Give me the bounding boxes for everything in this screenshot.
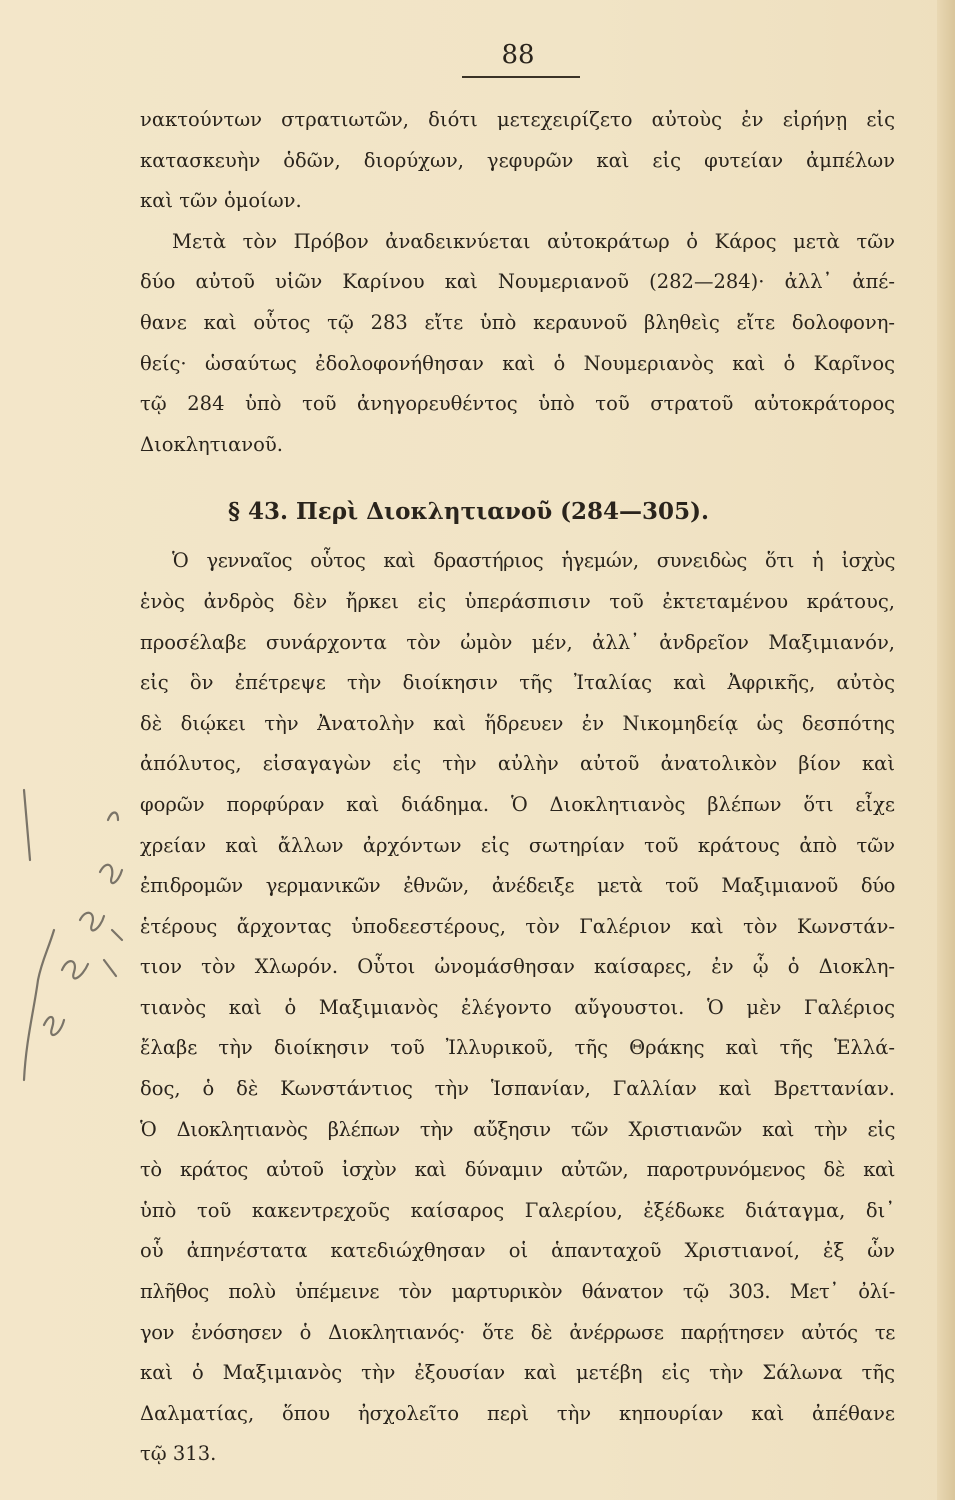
text-line: γον ἐνόσησεν ὁ Διοκλητιανός· ὅτε δὲ ἀνέρρωσε παρῄτησεν αὐτός τε [140, 1320, 895, 1344]
text-line: δύο αὐτοῦ υἱῶν Καρίνου καὶ Νουμεριανοῦ (282—284)· ἀλλ᾽ ἀπέ- [140, 270, 895, 294]
text-line: δὲ διῴκει τὴν Ἀνατολὴν καὶ ἥδρευεν ἐν Νικομηδείᾳ ὡς δεσπότης [140, 711, 895, 735]
text-line: χρείαν καὶ ἄλλων ἀρχόντων εἰς σωτηρίαν τοῦ κράτους ἀπὸ τῶν [140, 833, 895, 857]
text-line: θανε καὶ οὗτος τῷ 283 εἴτε ὑπὸ κεραυνοῦ βληθεὶς εἴτε δολοφονη- [140, 310, 895, 334]
text-line: ὑπὸ τοῦ κακεντρεχοῦς καίσαρος Γαλερίου, ἐξέδωκε διάταγμα, δι᾽ [140, 1198, 895, 1222]
text-line: δος, ὁ δὲ Κωνστάντιος τὴν Ἱσπανίαν, Γαλλίαν καὶ Βρεττανίαν. [140, 1077, 895, 1101]
text-line: ἑτέρους ἄρχοντας ὑποδεεστέρους, τὸν Γαλέριον καὶ τὸν Κωνστάν- [140, 914, 895, 938]
text-line: Διοκλητιανοῦ. [140, 432, 283, 456]
text-line: φορῶν πορφύραν καὶ διάδημα. Ὁ Διοκλητιανὸς βλέπων ὅτι εἶχε [140, 792, 895, 816]
text-line: τιον τὸν Χλωρόν. Οὗτοι ὠνομάσθησαν καίσαρες, ἐν ᾧ ὁ Διοκλη- [140, 955, 895, 979]
text-line: καὶ ὁ Μαξιμιανὸς τὴν ἐξουσίαν καὶ μετέβη εἰς τὴν Σάλωνα τῆς [140, 1361, 895, 1385]
text-line: ἑνὸς ἀνδρὸς δὲν ἤρκει εἰς ὑπεράσπισιν τοῦ ἐκτεταμένου κράτους, [140, 589, 895, 613]
text-line: τῷ 284 ὑπὸ τοῦ ἀνηγορευθέντος ὑπὸ τοῦ στρατοῦ αὐτοκράτορος [140, 392, 895, 416]
text-line: προσέλαβε συνάρχοντα τὸν ὠμὸν μέν, ἀλλ᾽ ἀνδρεῖον Μαξιμιανόν, [140, 630, 895, 654]
text-line: πλῆθος πολὺ ὑπέμεινε τὸν μαρτυρικὸν θάνατον τῷ 303. Μετ᾽ ὀλί- [140, 1280, 895, 1304]
text-line: Ὁ Διοκλητιανὸς βλέπων τὴν αὔξησιν τῶν Χριστιανῶν καὶ τὴν εἰς [140, 1117, 895, 1141]
text-line: τῷ 313. [140, 1442, 217, 1466]
text-line: Μετὰ τὸν Πρόβον ἀναδεικνύεται αὐτοκράτωρ ὁ Κάρος μετὰ τῶν [172, 229, 895, 253]
text-line: θείς· ὡσαύτως ἐδολοφονήθησαν καὶ ὁ Νουμεριανὸς καὶ ὁ Καρῖνος [140, 351, 895, 375]
text-line: τὸ κράτος αὐτοῦ ἰσχὺν καὶ δύναμιν αὐτῶν, παροτρυνόμενος δὲ καὶ [140, 1158, 895, 1182]
header-rule [462, 76, 580, 78]
pencil-annotation [4, 780, 134, 1100]
page-edge [937, 0, 955, 1500]
text-line: ἔλαβε τὴν διοίκησιν τοῦ Ἰλλυρικοῦ, τῆς Θράκης καὶ τῆς Ἑλλά- [140, 1036, 895, 1060]
text-line: ἀπόλυτος, εἰσαγαγὼν εἰς τὴν αὐλὴν αὐτοῦ ἀνατολικὸν βίον καὶ [140, 752, 895, 776]
text-line: ἐπιδρομῶν γερμανικῶν ἐθνῶν, ἀνέδειξε μετὰ τοῦ Μαξιμιανοῦ δύο [140, 874, 895, 898]
section-heading: § 43. Περὶ Διοκλητιανοῦ (284—305). [228, 498, 709, 526]
text-line: Ὁ γενναῖος οὗτος καὶ δραστήριος ἡγεμών, συνειδὼς ὅτι ἡ ἰσχὺς [172, 549, 895, 573]
text-line: οὗ ἀπηνέστατα κατεδιώχθησαν οἱ ἁπανταχοῦ Χριστιανοί, ἐξ ὧν [140, 1239, 895, 1263]
text-line: νακτούντων στρατιωτῶν, διότι μετεχειρίζετο αὐτοὺς ἐν εἰρήνῃ εἰς [140, 108, 895, 131]
text-line: κατασκευὴν ὁδῶν, διορύχων, γεφυρῶν καὶ εἰς φυτείαν ἀμπέλων [140, 148, 895, 172]
page-number: 88 [501, 40, 535, 70]
text-line: Δαλματίας, ὅπου ἠσχολεῖτο περὶ τὴν κηπουρίαν καὶ ἀπέθανε [140, 1401, 895, 1425]
body-text [140, 100, 895, 1475]
text-line: εἰς ὃν ἐπέτρεψε τὴν διοίκησιν τῆς Ἰταλίας καὶ Ἀφρικῆς, αὐτὸς [140, 671, 895, 695]
text-line: τιανὸς καὶ ὁ Μαξιμιανὸς ἐλέγοντο αὔγουστοι. Ὁ μὲν Γαλέριος [140, 995, 895, 1019]
text-line: καὶ τῶν ὁμοίων. [140, 189, 302, 213]
